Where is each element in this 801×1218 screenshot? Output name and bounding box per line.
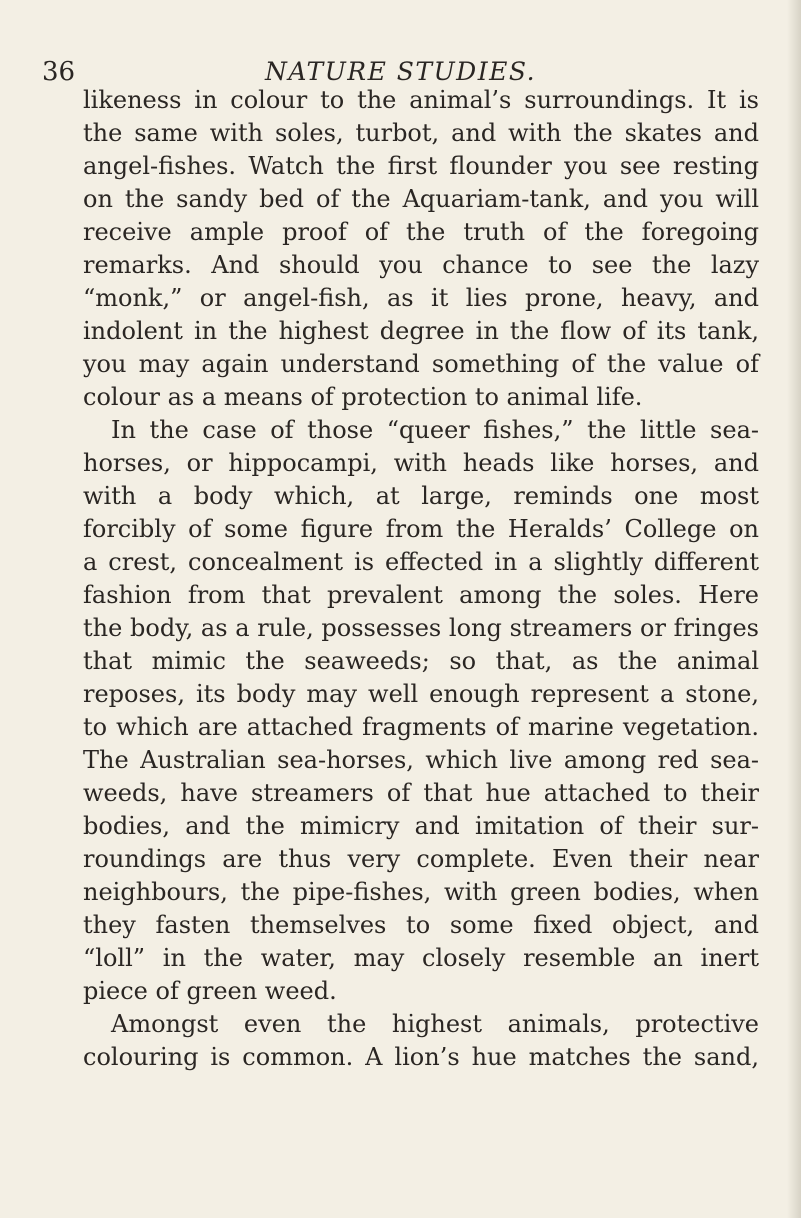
text-line: you may again understand something of the value of [83, 350, 759, 378]
text-line: angel-fishes. Watch the first flounder you see resting [83, 152, 759, 180]
text-line: bodies, and the mimicry and imitation of their sur- [83, 812, 759, 840]
text-line: the same with soles, turbot, and with the skates and [83, 119, 759, 147]
text-line: they fasten themselves to some fixed object, and [83, 911, 759, 939]
text-line: receive ample proof of the truth of the foregoing [83, 218, 759, 246]
text-line: on the sandy bed of the Aquariam-tank, and you will [83, 185, 759, 213]
text-line: colouring is common. A lion’s hue matches the sand, [83, 1043, 759, 1071]
text-line: horses, or hippocampi, with heads like horses, and [83, 449, 759, 477]
text-line: forcibly of some figure from the Heralds’ College on [83, 515, 759, 543]
text-line: likeness in colour to the animal’s surroundings. It is [83, 86, 759, 114]
text-line: a crest, concealment is effected in a slightly different [83, 548, 759, 576]
text-line: The Australian sea-horses, which live among red sea- [83, 746, 759, 774]
text-line: reposes, its body may well enough represent a stone, [83, 680, 759, 708]
text-line: Amongst even the highest animals, protective [111, 1010, 759, 1038]
text-line: remarks. And should you chance to see the lazy [83, 251, 759, 279]
text-line: indolent in the highest degree in the flow of its tank, [83, 317, 759, 345]
page-number: 36 [42, 57, 76, 87]
page-edge-shadow [787, 0, 801, 1218]
text-line: with a body which, at large, reminds one most [83, 482, 759, 510]
text-line: to which are attached fragments of marine vegetation. [83, 713, 759, 741]
text-line: weeds, have streamers of that hue attached to their [83, 779, 759, 807]
text-line: fashion from that prevalent among the soles. Here [83, 581, 759, 609]
text-line: “loll” in the water, may closely resemble an inert [83, 944, 759, 972]
running-title: NATURE STUDIES. [264, 57, 537, 86]
text-line: neighbours, the pipe-fishes, with green bodies, when [83, 878, 759, 906]
text-line: roundings are thus very complete. Even their near [83, 845, 759, 873]
text-line: In the case of those “queer fishes,” the little sea- [111, 416, 759, 444]
text-line: “monk,” or angel-fish, as it lies prone, heavy, and [83, 284, 759, 312]
text-line: colour as a means of protection to animal life. [83, 383, 643, 411]
text-line: that mimic the seaweeds; so that, as the animal [83, 647, 759, 675]
text-line: piece of green weed. [83, 977, 337, 1005]
text-line: the body, as a rule, possesses long streamers or fringes [83, 614, 759, 642]
